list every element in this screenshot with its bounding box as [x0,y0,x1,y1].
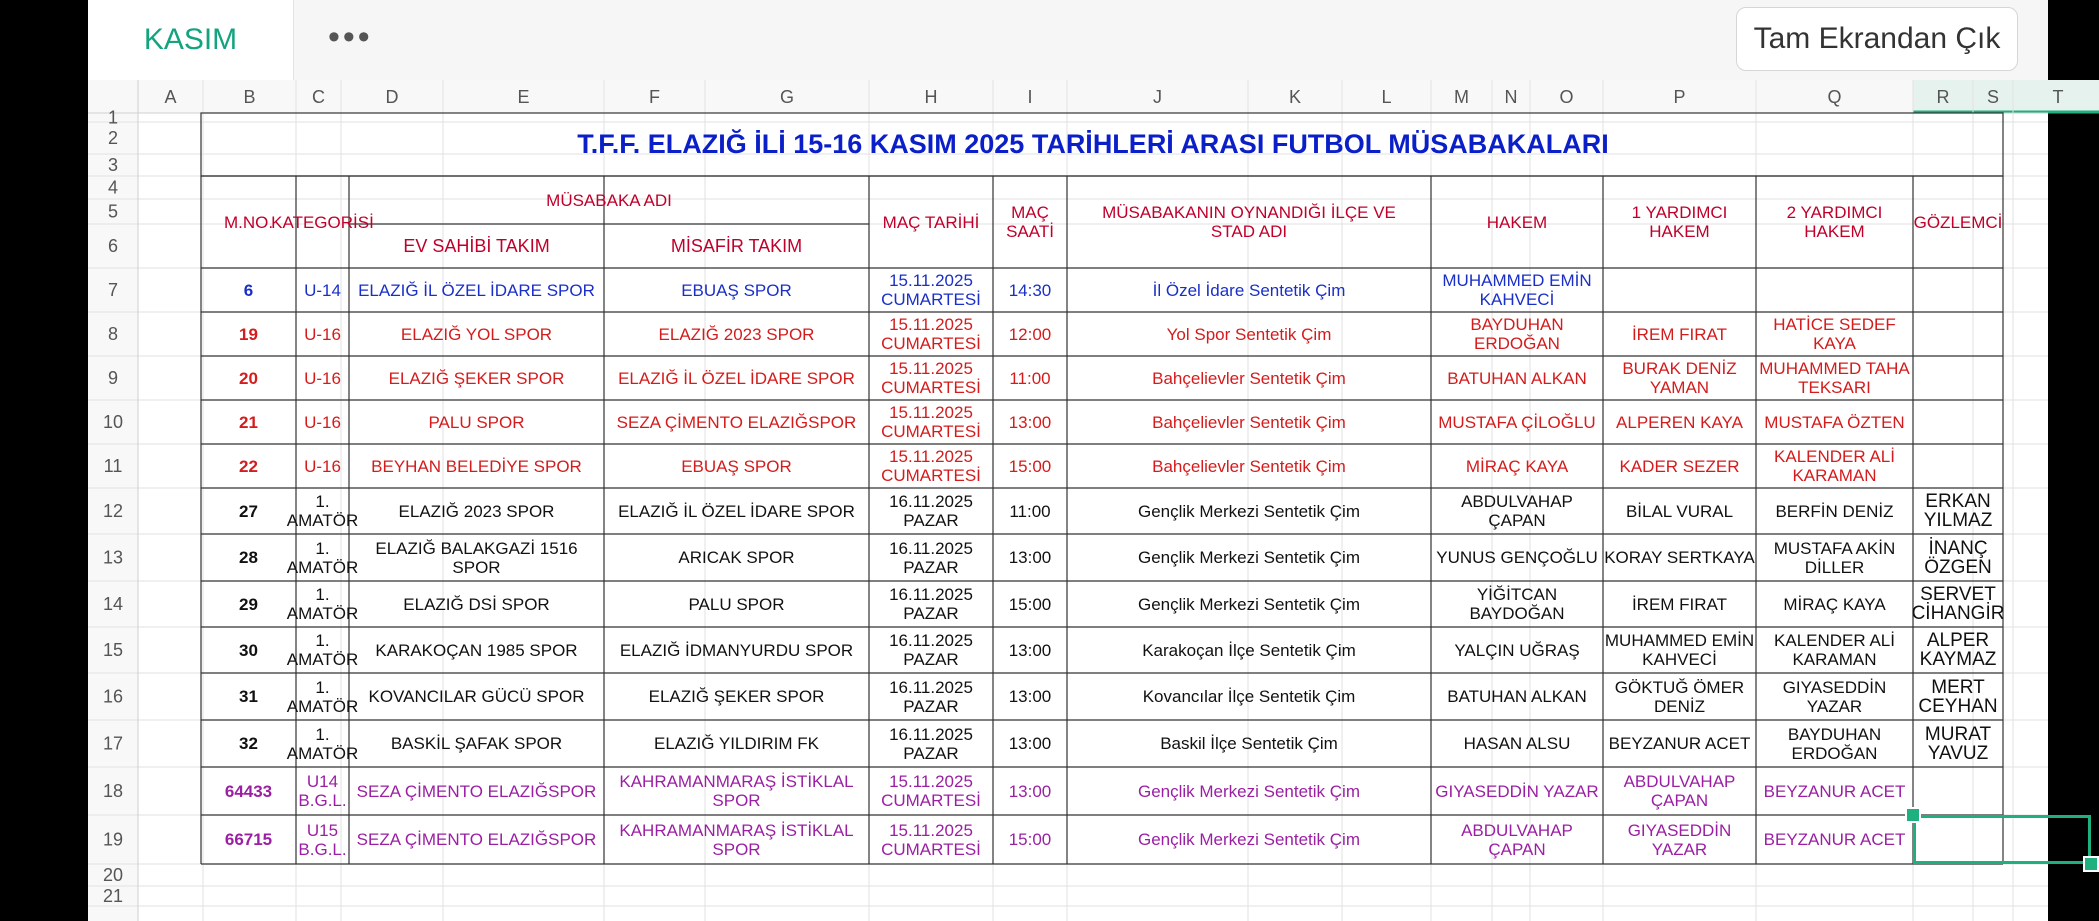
table-cell-time[interactable]: 13:00 [1008,640,1052,660]
table-cell-as1[interactable]: ABDULVAHAP ÇAPAN [1623,772,1736,810]
table-cell-cat[interactable]: 1. AMATÖR [286,538,359,577]
table-cell-venue[interactable]: Baskil İlçe Sentetik Çim [1160,734,1338,753]
row-header-12[interactable]: 12 [102,501,124,521]
table-cell-away[interactable]: EBUAŞ SPOR [681,280,792,300]
table-cell-obs[interactable] [1913,268,2003,312]
row-header-15[interactable]: 15 [102,640,124,660]
table-cell-as2[interactable]: KALENDER ALİ KARAMAN [1774,447,1895,485]
header-referee[interactable]: HAKEM [1486,212,1548,232]
table-cell-no[interactable]: 31 [239,687,258,706]
table-cell-as1[interactable]: İREM FIRAT [1631,324,1728,344]
table-cell-as2[interactable]: MUHAMMED TAHA TEKSARI [1759,359,1910,397]
table-cell-time[interactable]: 15:00 [1008,456,1052,476]
table-cell-as2[interactable]: BERFİN DENİZ [1775,501,1894,521]
table-cell-ref[interactable]: YALÇIN UĞRAŞ [1454,640,1580,660]
table-cell-date[interactable]: 15.11.2025 CUMARTESİ [881,315,981,353]
table-cell-as2[interactable]: HATİCE SEDEF KAYA [1773,315,1896,353]
table-cell-cat[interactable]: U-16 [304,368,341,388]
table-cell-venue[interactable]: Bahçelievler Sentetik Çim [1152,412,1346,432]
table-cell-cat[interactable]: U-16 [304,456,341,476]
table-cell-venue[interactable]: Bahçelievler Sentetik Çim [1152,368,1346,388]
row-header-16[interactable]: 16 [102,686,124,707]
table-cell-as2[interactable] [1756,268,1913,312]
row-header-20[interactable]: 20 [102,865,124,885]
table-cell-no[interactable]: 19 [239,324,258,344]
row-header-14[interactable]: 14 [102,594,124,614]
header-assistant-1[interactable]: 1 YARDIMCI HAKEM [1631,203,1728,241]
header-home-team[interactable]: EV SAHİBİ TAKIM [403,235,550,256]
table-cell-as1[interactable]: BİLAL VURAL [1625,501,1734,521]
table-cell-obs[interactable]: İNANÇ ÖZGEN [1924,537,1992,578]
column-header-q[interactable]: Q [1827,87,1842,107]
table-cell-date[interactable]: 15.11.2025 CUMARTESİ [881,359,981,397]
table-cell-cat[interactable]: 1. AMATÖR [286,724,359,763]
header-observer[interactable]: GÖZLEMCİ [1913,212,2003,232]
table-cell-home[interactable]: SEZA ÇİMENTO ELAZIĞSPOR [356,781,597,801]
table-cell-obs[interactable]: SERVET CİHANGİR [1911,584,2005,624]
header-time[interactable]: MAÇ SAATİ [1006,203,1054,241]
table-cell-time[interactable]: 13:00 [1008,734,1052,753]
spreadsheet-app [88,0,2064,921]
table-cell-no[interactable]: 27 [239,501,258,521]
table-cell-ref[interactable]: HASAN ALSU [1463,734,1571,753]
table-cell-as1[interactable]: BURAK DENİZ YAMAN [1622,359,1737,397]
table-cell-cat[interactable]: U-16 [304,324,341,344]
column-header-j[interactable]: J [1153,87,1162,107]
table-cell-obs[interactable]: ALPER KAYMAZ [1919,630,1997,670]
table-cell-home[interactable]: KOVANCILAR GÜCÜ SPOR [368,687,585,706]
table-cell-away[interactable]: ELAZIĞ 2023 SPOR [658,324,815,344]
table-cell-venue[interactable]: Bahçelievler Sentetik Çim [1152,456,1346,476]
table-cell-home[interactable]: SEZA ÇİMENTO ELAZIĞSPOR [356,830,597,849]
table-cell-ref[interactable]: MUSTAFA ÇİLOĞLU [1438,412,1596,432]
table-cell-venue[interactable]: Gençlik Merkezi Sentetik Çim [1137,548,1360,567]
header-assistant-2[interactable]: 2 YARDIMCI HAKEM [1786,203,1883,241]
table-cell-obs[interactable]: MURAT YAVUZ [1924,723,1992,764]
table-cell-date[interactable]: 15.11.2025 CUMARTESİ [881,772,981,810]
table-cell-as1[interactable]: GIYASEDDİN YAZAR [1627,820,1732,859]
table-cell-no[interactable]: 29 [239,594,258,614]
table-cell-date[interactable]: 15.11.2025 CUMARTESİ [881,403,981,441]
table-cell-ref[interactable]: YİĞİTCAN BAYDOĞAN [1469,585,1565,623]
table-cell-ref[interactable]: YUNUS GENÇOĞLU [1436,548,1598,567]
column-header-n[interactable]: N [1504,87,1518,107]
header-date[interactable]: MAÇ TARİHİ [882,212,980,232]
table-cell-no[interactable]: 64433 [224,781,273,801]
table-cell-ref[interactable]: BAYDUHAN ERDOĞAN [1470,315,1564,353]
table-cell-date[interactable]: 16.11.2025 PAZAR [889,631,973,669]
selection-range[interactable] [1913,815,2091,864]
table-cell-no[interactable]: 32 [239,734,258,753]
table-cell-as2[interactable]: MUSTAFA ÖZTEN [1764,412,1905,432]
row-header-9[interactable]: 9 [107,368,119,388]
column-header-bar [88,80,2048,113]
table-cell-time[interactable]: 11:00 [1009,368,1051,388]
table-cell-date[interactable]: 15.11.2025 CUMARTESİ [881,820,981,859]
table-cell-home[interactable]: ELAZIĞ BALAKGAZİ 1516 SPOR [375,538,578,577]
table-cell-home[interactable]: ELAZIĞ İL ÖZEL İDARE SPOR [358,280,595,300]
table-cell-home[interactable]: ELAZIĞ DSİ SPOR [403,594,550,614]
table-cell-no[interactable]: 30 [239,640,258,660]
table-cell-time[interactable]: 12:00 [1008,324,1052,344]
table-cell-home[interactable]: BASKİL ŞAFAK SPOR [390,734,563,753]
table-cell-as1[interactable]: İREM FIRAT [1631,594,1728,614]
table-cell-venue[interactable]: Karakoçan İlçe Sentetik Çim [1142,640,1356,660]
column-header-e[interactable]: E [517,87,530,107]
table-cell-no[interactable]: 21 [239,412,258,432]
table-cell-time[interactable]: 13:00 [1008,687,1052,706]
table-cell-obs[interactable] [1913,767,2003,815]
table-cell-away[interactable]: ELAZIĞ İL ÖZEL İDARE SPOR [618,368,855,388]
table-cell-time[interactable]: 11:00 [1009,501,1051,521]
header-away-team[interactable]: MİSAFİR TAKIM [670,235,803,256]
selection-handle-bottom[interactable] [2083,856,2099,872]
table-cell-ref[interactable]: GIYASEDDİN YAZAR [1435,781,1599,801]
table-cell-venue[interactable]: Gençlik Merkezi Sentetik Çim [1137,830,1360,849]
row-header-17[interactable]: 17 [102,733,124,754]
table-cell-date[interactable]: 16.11.2025 PAZAR [889,724,973,763]
row-header-18[interactable]: 18 [102,781,124,801]
more-options-icon[interactable]: ••• [328,18,373,56]
column-header-a[interactable]: A [164,87,177,107]
column-header-p[interactable]: P [1673,87,1686,107]
table-cell-time[interactable]: 14:30 [1008,280,1052,300]
table-cell-ref[interactable]: MİRAÇ KAYA [1465,456,1569,476]
table-cell-away[interactable]: ARICAK SPOR [678,548,795,567]
table-cell-obs[interactable] [1913,312,2003,356]
row-header-11[interactable]: 11 [103,456,123,476]
page-title: T.F.F. ELAZIĞ İLİ 15-16 KASIM 2025 TARİHLERİ ARASI FUTBOL MÜSABAKALARI [577,128,1609,159]
row-header-4[interactable]: 4 [107,177,119,198]
table-cell-time[interactable]: 13:00 [1008,412,1052,432]
table-cell-cat[interactable]: U-16 [304,412,341,432]
table-cell-ref[interactable]: ABDULVAHAP ÇAPAN [1461,492,1573,530]
column-header-t[interactable]: T [2052,87,2064,107]
table-cell-time[interactable]: 15:00 [1008,594,1052,614]
table-cell-date[interactable]: 15.11.2025 CUMARTESİ [881,447,981,485]
table-cell-as2[interactable]: BAYDUHAN ERDOĞAN [1787,724,1882,763]
exit-fullscreen-button[interactable]: Tam Ekrandan Çık [1736,7,2018,71]
table-cell-cat[interactable]: U15 B.G.L. [298,820,347,859]
table-cell-home[interactable]: PALU SPOR [428,412,525,432]
table-cell-date[interactable]: 16.11.2025 PAZAR [889,492,973,530]
table-cell-away[interactable]: KAHRAMANMARAŞ İSTİKLAL SPOR [619,772,854,810]
table-cell-as2[interactable]: MUSTAFA AKİN DİLLER [1773,538,1896,577]
table-cell-as1[interactable]: MUHAMMED EMİN KAHVECİ [1604,631,1755,669]
table-cell-ref[interactable]: ABDULVAHAP ÇAPAN [1461,820,1573,859]
row-header-8[interactable]: 8 [107,324,119,344]
table-cell-cat[interactable]: 1. AMATÖR [286,677,359,716]
table-cell-away[interactable]: PALU SPOR [688,594,785,614]
table-cell-as1[interactable]: ALPEREN KAYA [1616,412,1743,432]
table-cell-obs[interactable] [1913,356,2003,400]
selection-handle-top[interactable] [1905,807,1921,823]
header-category[interactable]: KATEGORİSİ [271,212,374,232]
table-cell-as2[interactable]: GIYASEDDİN YAZAR [1782,677,1887,716]
table-cell-venue[interactable]: Kovancılar İlçe Sentetik Çim [1142,687,1356,706]
table-cell-away[interactable]: SEZA ÇİMENTO ELAZIĞSPOR [616,412,857,432]
table-cell-no[interactable]: 22 [239,456,258,476]
table-cell-away[interactable]: EBUAŞ SPOR [681,456,792,476]
table-cell-as2[interactable]: BEYZANUR ACET [1763,830,1906,849]
table-cell-obs[interactable]: MERT CEYHAN [1918,676,1998,717]
table-cell-date[interactable]: 16.11.2025 PAZAR [889,538,973,577]
table-cell-cat[interactable]: 1. AMATÖR [286,585,359,623]
table-cell-date[interactable]: 15.11.2025 CUMARTESİ [881,271,981,309]
table-cell-home[interactable]: KARAKOÇAN 1985 SPOR [375,640,578,660]
table-cell-date[interactable]: 16.11.2025 PAZAR [889,677,973,716]
row-header-2[interactable]: 2 [107,128,119,148]
row-header-1[interactable]: 1 [107,107,119,128]
row-header-7[interactable]: 7 [107,280,119,300]
table-cell-away[interactable]: KAHRAMANMARAŞ İSTİKLAL SPOR [619,820,854,859]
table-cell-as1[interactable]: KADER SEZER [1619,456,1740,476]
table-cell-as2[interactable]: MİRAÇ KAYA [1783,594,1886,614]
table-cell-venue[interactable]: Gençlik Merkezi Sentetik Çim [1137,501,1360,521]
table-cell-obs[interactable]: ERKAN YILMAZ [1923,491,1993,531]
row-header-13[interactable]: 13 [102,547,124,568]
table-cell-venue[interactable]: Gençlik Merkezi Sentetik Çim [1137,594,1360,614]
column-header-b[interactable]: B [243,87,256,107]
table-cell-date[interactable]: 16.11.2025 PAZAR [889,585,973,623]
table-cell-cat[interactable]: 1. AMATÖR [286,492,359,530]
table-cell-no[interactable]: 6 [243,280,254,300]
table-cell-away[interactable]: ELAZIĞ İL ÖZEL İDARE SPOR [618,501,855,521]
column-header-d[interactable]: D [385,87,399,107]
table-cell-venue[interactable]: İl Özel İdare Sentetik Çim [1152,280,1346,300]
column-header-k[interactable]: K [1288,87,1302,107]
column-header-m[interactable]: M [1454,87,1469,107]
row-header-10[interactable]: 10 [102,412,124,432]
table-cell-no[interactable]: 66715 [224,830,273,849]
sheet-tab-kasim[interactable]: KASIM [88,0,294,80]
table-cell-venue[interactable]: Gençlik Merkezi Sentetik Çim [1137,781,1360,801]
header-match-name[interactable]: MÜSABAKA ADI [546,190,672,210]
table-cell-venue[interactable]: Yol Spor Sentetik Çim [1166,324,1332,344]
table-cell-home[interactable]: ELAZIĞ ŞEKER SPOR [388,368,565,388]
table-cell-as2[interactable]: KALENDER ALİ KARAMAN [1774,631,1895,669]
table-cell-obs[interactable] [1913,444,2003,488]
column-header-c[interactable]: C [312,87,325,107]
table-cell-time[interactable]: 13:00 [1008,781,1052,801]
column-header-h[interactable]: H [924,87,938,107]
table-cell-as1[interactable] [1603,268,1756,312]
column-header-s[interactable]: S [1986,87,2000,107]
table-cell-as2[interactable]: BEYZANUR ACET [1763,781,1906,801]
table-cell-no[interactable]: 20 [239,368,258,388]
table-cell-obs[interactable] [1913,400,2003,444]
row-header-19[interactable]: 19 [102,829,124,850]
column-header-g[interactable]: G [779,87,795,107]
table-cell-no[interactable]: 28 [239,548,258,567]
table-cell-cat[interactable]: U-14 [304,280,341,300]
row-header-5[interactable]: 5 [107,201,119,222]
table-cell-cat[interactable]: 1. AMATÖR [286,631,359,669]
table-cell-away[interactable]: ELAZIĞ YILDIRIM FK [653,734,819,753]
column-header-o[interactable]: O [1559,87,1574,107]
table-cell-ref[interactable]: MUHAMMED EMİN KAHVECİ [1442,271,1592,309]
table-cell-away[interactable]: ELAZIĞ ŞEKER SPOR [648,687,825,706]
table-cell-away[interactable]: ELAZIĞ İDMANYURDU SPOR [619,640,854,660]
table-cell-as1[interactable]: GÖKTUĞ ÖMER DENİZ [1614,677,1745,716]
column-header-l[interactable]: L [1381,87,1392,107]
table-cell-home[interactable]: BEYHAN BELEDİYE SPOR [371,456,582,476]
table-cell-ref[interactable]: BATUHAN ALKAN [1447,687,1587,706]
column-header-i[interactable]: I [1027,87,1033,107]
table-cell-home[interactable]: ELAZIĞ 2023 SPOR [398,501,555,521]
table-cell-ref[interactable]: BATUHAN ALKAN [1447,368,1587,388]
table-cell-time[interactable]: 15:00 [1008,830,1052,849]
row-header-6[interactable]: 6 [107,236,119,256]
table-cell-time[interactable]: 13:00 [1008,548,1052,567]
row-header-3[interactable]: 3 [107,155,119,175]
header-venue[interactable]: MÜSABAKANIN OYNANDIĞI İLÇE VE STAD ADI [1102,203,1396,241]
column-header-r[interactable]: R [1936,87,1950,107]
column-header-f[interactable]: F [649,87,660,107]
table-cell-as1[interactable]: KORAY SERTKAYA [1604,548,1755,567]
table-cell-home[interactable]: ELAZIĞ YOL SPOR [400,324,553,344]
row-header-21[interactable]: 21 [102,886,124,906]
table-cell-cat[interactable]: U14 B.G.L. [298,772,347,810]
table-cell-as1[interactable]: BEYZANUR ACET [1608,734,1751,753]
header-mno[interactable]: M.NO. [223,212,274,232]
